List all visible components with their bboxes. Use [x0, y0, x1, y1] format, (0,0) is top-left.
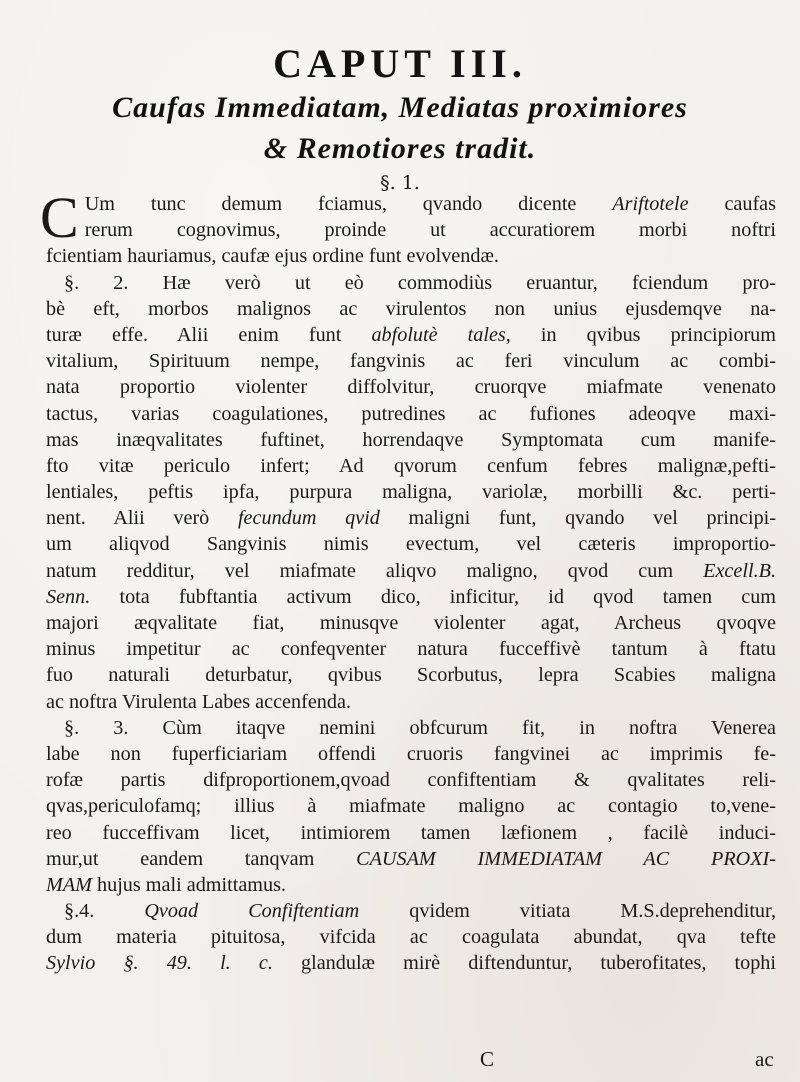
- text-line: [46, 741, 776, 767]
- text-segment: mur,ut eandem tanqvam: [46, 847, 357, 870]
- italic-segment: Ariftotele: [612, 193, 689, 215]
- text-segment: §. 2. Hæ verò ut eò commodiùs eruantur, fciendum pro-: [64, 271, 776, 294]
- text-line: [46, 610, 776, 636]
- page-footer: [0, 1047, 800, 1071]
- text-line: [46, 584, 776, 610]
- text-segment: glandulæ mirè diftenduntur, tuberofitates, tophi: [272, 952, 776, 975]
- text-line: [46, 767, 776, 793]
- text-segment: vitalium, Spirituum nempe, fangvinis ac feri vinculum ac combi-: [46, 350, 776, 373]
- catchword: ac: [755, 1047, 774, 1071]
- text-line: [46, 846, 776, 872]
- text-line: [46, 296, 776, 322]
- text-segment: nata proportio violenter diffolvitur, cruorqve miafmate venenato: [46, 376, 776, 399]
- text-line: [46, 479, 776, 505]
- section-mark: §. 1.: [380, 172, 420, 194]
- text-line: [46, 243, 776, 269]
- text-segment: caufas: [688, 193, 776, 215]
- italic-segment: abfolutè tales: [371, 323, 506, 346]
- text-segment: fuo naturali deturbatur, qvibus Scorbutus, lepra Scabies maligna: [46, 664, 776, 687]
- text-line: [46, 270, 776, 296]
- italic-segment: Qvoad Confiftentiam: [144, 900, 360, 923]
- text-line: [46, 374, 776, 400]
- italic-segment: CAUSAM IMMEDIATAM AC PROXI-: [356, 847, 777, 870]
- text-segment: , in qvibus principiorum: [505, 323, 776, 346]
- chapter-heading: CAPUT III.: [273, 41, 527, 86]
- drop-cap: C: [40, 185, 79, 250]
- text-line: [46, 689, 776, 715]
- text-segment: qvidem vitiata M.S.deprehenditur,: [359, 900, 776, 923]
- text-segment: fcientiam hauriamus, caufæ ejus ordine funt evolvendæ.: [46, 245, 499, 268]
- text-line: [46, 558, 776, 584]
- text-line: [46, 950, 776, 976]
- text-line: [46, 531, 776, 557]
- italic-segment: Excell.B.: [703, 559, 776, 582]
- text-line: [46, 505, 776, 531]
- text-segment: rerum cognovimus, proinde ut accuratiorem morbi noftri: [84, 219, 776, 242]
- text-segment: ac noftra Virulenta Labes accenfenda.: [46, 690, 351, 713]
- text-line: [46, 715, 776, 741]
- text-line: [46, 401, 776, 427]
- italic-segment: MAM: [46, 873, 92, 896]
- text-line: [46, 348, 776, 374]
- text-segment: nent. Alii verò: [46, 507, 238, 530]
- text-segment: reo fucceffivam licet, intimiorem tamen læfionem , facilè induci-: [46, 821, 776, 844]
- text-segment: minus impetitur ac confeqventer natura fucceffivè tantum à ftatu: [46, 638, 776, 661]
- text-line: [46, 322, 776, 348]
- text-segment: natum redditur, vel miafmate aliqvo maligno, qvod cum: [46, 559, 704, 582]
- text-segment: turæ effe. Alii enim funt: [46, 323, 372, 346]
- text-segment: tota fubftantia activum dico, inficitur, id qvod tamen cum: [90, 585, 776, 608]
- text-segment: mas inæqvalitates fuftinet, horrendaqve Symptomata cum manife-: [46, 428, 776, 451]
- text-segment: hujus mali admittamus.: [91, 873, 286, 896]
- text-line: [46, 453, 776, 479]
- italic-segment: fecundum qvid: [237, 507, 380, 530]
- text-segment: maligni funt, qvando vel principi-: [379, 507, 776, 530]
- text-segment: qvas,periculofamq; illius à miafmate maligno ac contagio to,vene-: [46, 795, 776, 818]
- signature-mark: C: [480, 1047, 495, 1071]
- text-segment: fto vitæ periculo infert; Ad qvorum cenfum febres malignæ,pefti-: [46, 454, 776, 477]
- text-segment: §.4.: [64, 900, 145, 923]
- italic-segment: Sylvio §. 49. l. c.: [46, 952, 273, 975]
- text-segment: lentiales, peftis ipfa, purpura maligna, variolæ, morbilli &c. perti-: [46, 481, 776, 504]
- text-segment: bè eft, morbos malignos ac virulentos non unius ejusdemqve na-: [46, 297, 776, 320]
- text-line: [46, 820, 776, 846]
- body-text: [40, 185, 777, 977]
- text-line: [46, 217, 776, 243]
- text-segment: majori æqvalitate fiat, minusqve violenter agat, Archeus qvoqve: [46, 612, 776, 634]
- text-line: [46, 427, 776, 453]
- italic-segment: Senn.: [46, 585, 91, 608]
- chapter-subtitle-line-1: Caufas Immediatam, Mediatas proximiores: [112, 91, 688, 124]
- text-segment: rofæ partis difproportionem,qvoad confiftentiam & qvalitates reli-: [46, 769, 776, 792]
- text-line: [46, 924, 776, 950]
- text-line: [46, 636, 776, 662]
- text-segment: tactus, varias coagulationes, putredines ac fufiones adeoqve maxi-: [46, 402, 776, 425]
- chapter-subtitle-line-2: & Remotiores tradit.: [263, 132, 537, 165]
- text-line: [46, 662, 776, 688]
- text-segment: um aliqvod Sangvinis nimis evectum, vel cæteris improportio-: [46, 533, 776, 556]
- text-line: [46, 898, 776, 924]
- text-line: [46, 872, 776, 898]
- text-segment: Um tunc demum fciamus, qvando dicente: [84, 193, 613, 215]
- text-segment: §. 3. Cùm itaqve nemini obfcurum fit, in noftra Venerea: [64, 716, 776, 739]
- text-line: [46, 793, 776, 819]
- text-segment: dum materia pituitosa, vifcida ac coagulata abundat, qva tefte: [46, 926, 776, 949]
- text-segment: labe non fuperficiariam offendi cruoris fangvinei ac imprimis fe-: [46, 742, 776, 765]
